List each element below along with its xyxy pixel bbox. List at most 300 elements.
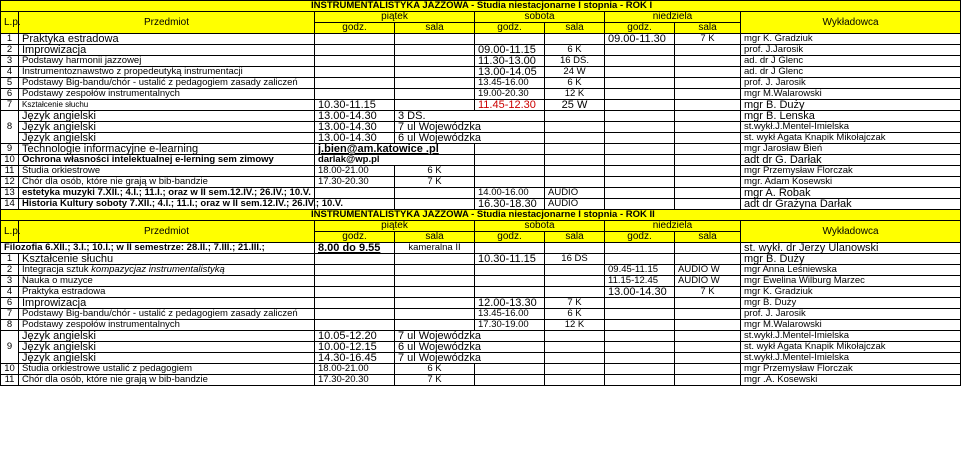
saturday-room: 6 K bbox=[545, 45, 605, 56]
subject-cell: Improwizacja bbox=[19, 298, 315, 309]
sunday-room bbox=[675, 331, 741, 342]
saturday-time: 12.00-13.30 bbox=[475, 298, 545, 309]
sunday-room bbox=[675, 133, 741, 144]
sunday-time: 13.00-14.30 bbox=[605, 287, 675, 298]
teacher-cell: mgr. Adam Kosewski bbox=[741, 177, 961, 188]
sunday-time bbox=[605, 67, 675, 78]
subheader-time: godz. bbox=[605, 23, 675, 34]
subject-cell: Nauka o muzyce bbox=[19, 276, 315, 287]
sunday-time bbox=[605, 133, 675, 144]
subject-cell: Podstawy zespołów instrumentalnych bbox=[19, 320, 315, 331]
sunday-time bbox=[605, 298, 675, 309]
friday-room: 7 ul Wojewódzka bbox=[395, 353, 545, 364]
lp-header: L.p. bbox=[1, 221, 19, 243]
subheader-time: godz. bbox=[315, 232, 395, 243]
saturday-room: 12 K bbox=[545, 89, 605, 100]
row-number: 14 bbox=[1, 199, 19, 210]
friday-room bbox=[395, 100, 475, 111]
teacher-cell: mgr .A. Kosewski bbox=[741, 375, 961, 386]
friday-room: kameralna II bbox=[395, 243, 475, 254]
sunday-room bbox=[675, 243, 741, 254]
sunday-room bbox=[675, 155, 741, 166]
day-header-friday: piątek bbox=[315, 221, 475, 232]
friday-time bbox=[315, 276, 395, 287]
subject-cell bbox=[19, 265, 315, 276]
teacher-cell: mgr B. Duży bbox=[741, 100, 961, 111]
row-number: 1 bbox=[1, 254, 19, 265]
friday-room bbox=[395, 298, 475, 309]
subject-cell: Język angielski bbox=[19, 122, 315, 133]
teacher-cell: mgr M.Walarowski bbox=[741, 320, 961, 331]
subject-cell: Język angielski bbox=[19, 111, 315, 122]
saturday-time bbox=[475, 243, 545, 254]
subject-text: Integracja sztuk kompazycjaz instrumentalistyką bbox=[22, 264, 225, 275]
day-header-saturday: sobota bbox=[475, 12, 605, 23]
saturday-room bbox=[545, 353, 605, 364]
row-number: 4 bbox=[1, 287, 19, 298]
friday-room bbox=[395, 67, 475, 78]
teacher-cell: mgr B. Duży bbox=[741, 298, 961, 309]
row-number: 4 bbox=[1, 67, 19, 78]
saturday-time bbox=[475, 287, 545, 298]
table-row bbox=[1, 78, 961, 89]
saturday-time bbox=[475, 34, 545, 45]
friday-room bbox=[395, 34, 475, 45]
section-title: INSTRUMENTALISTYKA JAZZOWA - Studia niestacjonarne I stopnia - ROK I bbox=[1, 1, 961, 12]
sunday-room bbox=[675, 353, 741, 364]
subject-cell: Podstawy Big-bandu/chór - ustalić z pedagogiem zasady zaliczeń bbox=[19, 78, 315, 89]
friday-time: 10.30-11.15 bbox=[315, 100, 395, 111]
friday-time bbox=[315, 265, 395, 276]
subheader-room: sala bbox=[395, 232, 475, 243]
subject-cell: Podstawy Big-bandu/chór - ustalić z pedagogiem zasady zaliczeń bbox=[19, 309, 315, 320]
friday-room bbox=[395, 89, 475, 100]
friday-room: 6 ul Wojewódzka bbox=[395, 342, 545, 353]
subject-cell: Technologie informacyjne e-learning bbox=[19, 144, 315, 155]
teacher-cell: mgr Przemysław Florczak bbox=[741, 166, 961, 177]
saturday-time bbox=[475, 265, 545, 276]
table-row bbox=[1, 89, 961, 100]
table-row bbox=[1, 67, 961, 78]
sunday-room bbox=[675, 188, 741, 199]
sunday-room bbox=[675, 100, 741, 111]
sunday-room: AUDIO W bbox=[675, 276, 741, 287]
sunday-time bbox=[605, 364, 675, 375]
subject-cell: Podstawy zespołów instrumentalnych bbox=[19, 89, 315, 100]
teacher-cell: st. wykł. dr Jerzy Ulanowski bbox=[741, 243, 961, 254]
subheader-room: sala bbox=[675, 232, 741, 243]
sunday-time bbox=[605, 45, 675, 56]
subject-cell: Praktyka estradowa bbox=[19, 34, 315, 45]
table-row bbox=[1, 177, 961, 188]
friday-time: 13.00-14.30 bbox=[315, 111, 395, 122]
teacher-cell: mgr Ewelina Wilburg Marzec bbox=[741, 276, 961, 287]
saturday-room bbox=[545, 111, 605, 122]
saturday-room bbox=[545, 364, 605, 375]
subheader-room: sala bbox=[545, 232, 605, 243]
saturday-room: 12 K bbox=[545, 320, 605, 331]
row-number: 8 bbox=[1, 320, 19, 331]
friday-time bbox=[315, 56, 395, 67]
table-row bbox=[1, 342, 961, 353]
sunday-room bbox=[675, 45, 741, 56]
teacher-cell: ad. dr J Glenc bbox=[741, 67, 961, 78]
saturday-time: 16.30-18.30 bbox=[475, 199, 545, 210]
saturday-room bbox=[545, 243, 605, 254]
subject-cell: Instrumentoznawstwo z propedeutyką instrumentacji bbox=[19, 67, 315, 78]
subject-cell: Filozofia 6.XII.; 3.I.; 10.I.; w II semestrze: 28.II.; 7.III.; 21.III.; bbox=[1, 243, 315, 254]
teacher-cell: prof. J. Jarosik bbox=[741, 309, 961, 320]
saturday-time: 19.00-20.30 bbox=[475, 89, 545, 100]
teacher-cell: prof. J. Jarosik bbox=[741, 78, 961, 89]
saturday-room: 24 W bbox=[545, 67, 605, 78]
friday-time: 18.00-21.00 bbox=[315, 166, 395, 177]
saturday-time: 11.45-12.30 bbox=[475, 100, 545, 111]
table-row bbox=[1, 254, 961, 265]
sunday-time bbox=[605, 100, 675, 111]
teacher-cell: mgr K. Gradziuk bbox=[741, 34, 961, 45]
sunday-time bbox=[605, 254, 675, 265]
subheader-room: sala bbox=[545, 23, 605, 34]
table-row bbox=[1, 243, 961, 254]
friday-time bbox=[315, 298, 395, 309]
subject-cell: Język angielski bbox=[19, 342, 315, 353]
table-row bbox=[1, 133, 961, 144]
table-row bbox=[1, 320, 961, 331]
teacher-cell: mgr A. Robak bbox=[741, 188, 961, 199]
friday-time bbox=[315, 254, 395, 265]
friday-room bbox=[395, 78, 475, 89]
table-row bbox=[1, 298, 961, 309]
subheader-time: godz. bbox=[605, 232, 675, 243]
header-row bbox=[1, 221, 961, 232]
friday-time bbox=[315, 287, 395, 298]
friday-time: 18.00-21.00 bbox=[315, 364, 395, 375]
saturday-room: 6 K bbox=[545, 78, 605, 89]
sunday-time bbox=[605, 144, 675, 155]
sunday-room bbox=[675, 177, 741, 188]
row-number: 9 bbox=[1, 331, 19, 364]
saturday-room bbox=[545, 375, 605, 386]
row-number: 5 bbox=[1, 78, 19, 89]
sunday-time bbox=[605, 78, 675, 89]
subject-cell: Studia orkiestrowe ustalić z pedagogiem bbox=[19, 364, 315, 375]
day-header-sunday: niedziela bbox=[605, 221, 741, 232]
friday-room bbox=[395, 188, 475, 199]
table-row bbox=[1, 309, 961, 320]
sunday-time bbox=[605, 375, 675, 386]
table-row bbox=[1, 375, 961, 386]
friday-room bbox=[395, 254, 475, 265]
table-row bbox=[1, 364, 961, 375]
friday-time: 10.05-12.20 bbox=[315, 331, 395, 342]
table-row bbox=[1, 188, 961, 199]
sunday-room bbox=[675, 144, 741, 155]
sunday-room bbox=[675, 375, 741, 386]
subject-cell: Kształcenie słuchu bbox=[19, 100, 315, 111]
subject-cell: Podstawy harmonii jazzowej bbox=[19, 56, 315, 67]
teacher-cell: ad. dr J Glenc bbox=[741, 56, 961, 67]
sunday-time bbox=[605, 243, 675, 254]
sunday-time bbox=[605, 111, 675, 122]
teacher-cell: st.wykł.J.Mentel-Imielska bbox=[741, 122, 961, 133]
friday-room: 7 ul Wojewódzka bbox=[395, 122, 545, 133]
row-number: 10 bbox=[1, 364, 19, 375]
teacher-cell: mgr M.Walarowski bbox=[741, 89, 961, 100]
header-row bbox=[1, 12, 961, 23]
saturday-time bbox=[475, 364, 545, 375]
email-link[interactable]: j.bien@am.katowice .pl bbox=[315, 144, 475, 155]
row-number: 7 bbox=[1, 309, 19, 320]
subheader-room: sala bbox=[675, 23, 741, 34]
sunday-room bbox=[675, 342, 741, 353]
row-number: 6 bbox=[1, 89, 19, 100]
teacher-cell: st.wykł.J.Mentel-Imielska bbox=[741, 331, 961, 342]
friday-time: 10.00-12.15 bbox=[315, 342, 395, 353]
saturday-room: 7 K bbox=[545, 298, 605, 309]
subject-cell: estetyka muzyki 7.XII.; 4.I.; 11.I.; oraz w II sem.12.IV.; 26.IV.; 10.V. bbox=[19, 188, 315, 199]
sunday-time bbox=[605, 166, 675, 177]
subject-cell: Język angielski bbox=[19, 353, 315, 364]
friday-time bbox=[315, 309, 395, 320]
sunday-room bbox=[675, 254, 741, 265]
saturday-time bbox=[475, 276, 545, 287]
table-row bbox=[1, 100, 961, 111]
teacher-header: Wykładowca bbox=[741, 12, 961, 34]
friday-room bbox=[395, 45, 475, 56]
sunday-time bbox=[605, 89, 675, 100]
teacher-cell: st. wykł Agata Knapik Mikołajczak bbox=[741, 133, 961, 144]
sunday-room bbox=[675, 111, 741, 122]
teacher-cell: st. wykł Agata Knapik Mikołajczak bbox=[741, 342, 961, 353]
subject-cell: Improwizacja bbox=[19, 45, 315, 56]
section-title: INSTRUMENTALISTYKA JAZZOWA - Studia niestacjonarne I stopnia - ROK II bbox=[1, 210, 961, 221]
teacher-cell: mgr Przemysław Florczak bbox=[741, 364, 961, 375]
teacher-cell: mgr Jarosław Bień bbox=[741, 144, 961, 155]
teacher-cell: adt dr G. Darłak bbox=[741, 155, 961, 166]
subject-cell: Kształcenie słuchu bbox=[19, 254, 315, 265]
section-title-row bbox=[1, 1, 961, 12]
saturday-time: 09.00-11.15 bbox=[475, 45, 545, 56]
saturday-time: 13.45-16.00 bbox=[475, 309, 545, 320]
subject-header: Przedmiot bbox=[19, 12, 315, 34]
friday-room bbox=[395, 309, 475, 320]
email-link[interactable]: darlak@wp.pl bbox=[315, 155, 475, 166]
friday-time bbox=[315, 45, 395, 56]
subheader-time: godz. bbox=[315, 23, 395, 34]
subject-cell: Język angielski bbox=[19, 331, 315, 342]
sunday-time bbox=[605, 56, 675, 67]
sunday-room bbox=[675, 199, 741, 210]
subject-cell: Język angielski bbox=[19, 133, 315, 144]
friday-room bbox=[395, 320, 475, 331]
table-row bbox=[1, 122, 961, 133]
row-number: 2 bbox=[1, 265, 19, 276]
subject-cell: Chór dla osób, które nie grają w bib-bandzie bbox=[19, 375, 315, 386]
sunday-room bbox=[675, 89, 741, 100]
sunday-time: 09.45-11.15 bbox=[605, 265, 675, 276]
friday-room bbox=[395, 199, 475, 210]
table-row bbox=[1, 155, 961, 166]
subheader-time: godz. bbox=[475, 23, 545, 34]
row-number: 1 bbox=[1, 34, 19, 45]
saturday-time: 11.30-13.00 bbox=[475, 56, 545, 67]
row-number: 11 bbox=[1, 166, 19, 177]
saturday-room bbox=[545, 122, 605, 133]
row-number: 13 bbox=[1, 188, 19, 199]
saturday-room bbox=[545, 155, 605, 166]
sunday-room bbox=[675, 298, 741, 309]
table-row bbox=[1, 111, 961, 122]
sunday-time bbox=[605, 309, 675, 320]
friday-time: 13.00-14.30 bbox=[315, 133, 395, 144]
table-row bbox=[1, 265, 961, 276]
friday-time bbox=[315, 34, 395, 45]
friday-time: 17.30-20.30 bbox=[315, 375, 395, 386]
row-number: 2 bbox=[1, 45, 19, 56]
table-row bbox=[1, 276, 961, 287]
sunday-room bbox=[675, 78, 741, 89]
subject-cell: Praktyka estradowa bbox=[19, 287, 315, 298]
sunday-room bbox=[675, 320, 741, 331]
saturday-room bbox=[545, 144, 605, 155]
saturday-time bbox=[475, 155, 545, 166]
saturday-time bbox=[475, 144, 545, 155]
sunday-time bbox=[605, 155, 675, 166]
friday-room: 7 K bbox=[395, 375, 475, 386]
friday-room: 6 ul Wojewódzka bbox=[395, 133, 545, 144]
friday-time: 14.30-16.45 bbox=[315, 353, 395, 364]
saturday-room bbox=[545, 265, 605, 276]
friday-time: 17.30-20.30 bbox=[315, 177, 395, 188]
subject-emphasis: kompazycjaz instrumentalistyką bbox=[91, 264, 225, 275]
friday-room bbox=[395, 265, 475, 276]
subject-cell: Chór dla osób, które nie grają w bib-bandzie bbox=[19, 177, 315, 188]
friday-room: 6 K bbox=[395, 364, 475, 375]
saturday-time bbox=[475, 166, 545, 177]
sunday-room: AUDIO W bbox=[675, 265, 741, 276]
friday-room bbox=[395, 287, 475, 298]
day-header-friday: piątek bbox=[315, 12, 475, 23]
table-row bbox=[1, 144, 961, 155]
sunday-time: 09.00-11.30 bbox=[605, 34, 675, 45]
table-row bbox=[1, 331, 961, 342]
friday-time bbox=[315, 67, 395, 78]
friday-room: 3 DS. bbox=[395, 111, 545, 122]
table-row bbox=[1, 353, 961, 364]
saturday-room bbox=[545, 166, 605, 177]
saturday-room bbox=[545, 276, 605, 287]
friday-time bbox=[315, 320, 395, 331]
teacher-cell: st.wykł.J.Mentel-Imielska bbox=[741, 353, 961, 364]
saturday-room bbox=[545, 177, 605, 188]
sunday-room: 7 K bbox=[675, 34, 741, 45]
saturday-room bbox=[545, 133, 605, 144]
saturday-time: 13.00-14.05 bbox=[475, 67, 545, 78]
sunday-room bbox=[675, 56, 741, 67]
friday-room bbox=[395, 276, 475, 287]
friday-time bbox=[315, 78, 395, 89]
teacher-header: Wykładowca bbox=[741, 221, 961, 243]
saturday-room bbox=[545, 342, 605, 353]
table-row bbox=[1, 34, 961, 45]
row-number: 7 bbox=[1, 100, 19, 111]
subject-cell: Studia orkiestrowe bbox=[19, 166, 315, 177]
sunday-time bbox=[605, 353, 675, 364]
friday-time: 13.00-14.30 bbox=[315, 122, 395, 133]
saturday-room bbox=[545, 34, 605, 45]
saturday-room: AUDIO bbox=[545, 188, 605, 199]
friday-room: 6 K bbox=[395, 166, 475, 177]
row-number: 3 bbox=[1, 56, 19, 67]
sunday-room bbox=[675, 166, 741, 177]
saturday-time: 17.30-19.00 bbox=[475, 320, 545, 331]
subheader-room: sala bbox=[395, 23, 475, 34]
subject-header: Przedmiot bbox=[19, 221, 315, 243]
saturday-room: 6 K bbox=[545, 309, 605, 320]
friday-time bbox=[315, 89, 395, 100]
row-number: 11 bbox=[1, 375, 19, 386]
sunday-time bbox=[605, 342, 675, 353]
teacher-cell: mgr Anna Leśniewska bbox=[741, 265, 961, 276]
row-number: 3 bbox=[1, 276, 19, 287]
table-row bbox=[1, 166, 961, 177]
saturday-time: 14.00-16.00 bbox=[475, 188, 545, 199]
friday-room: 7 K bbox=[395, 177, 475, 188]
friday-room bbox=[395, 56, 475, 67]
sunday-room: 7 K bbox=[675, 287, 741, 298]
teacher-cell: mgr B. Lenska bbox=[741, 111, 961, 122]
section-title-row bbox=[1, 210, 961, 221]
friday-time: 8.00 do 9.55 bbox=[315, 243, 395, 254]
friday-time bbox=[315, 188, 395, 199]
row-number: 6 bbox=[1, 298, 19, 309]
saturday-room: 25 W bbox=[545, 100, 605, 111]
saturday-room bbox=[545, 331, 605, 342]
saturday-room bbox=[545, 287, 605, 298]
saturday-room: AUDIO bbox=[545, 199, 605, 210]
saturday-time: 13.45-16.00 bbox=[475, 78, 545, 89]
sunday-time: 11.15-12.45 bbox=[605, 276, 675, 287]
subject-cell: Ochrona własności intelektualnej e-lerning sem zimowy bbox=[19, 155, 315, 166]
row-number: 10 bbox=[1, 155, 19, 166]
sunday-time bbox=[605, 199, 675, 210]
saturday-time bbox=[475, 375, 545, 386]
sunday-time bbox=[605, 122, 675, 133]
sunday-time bbox=[605, 331, 675, 342]
day-header-sunday: niedziela bbox=[605, 12, 741, 23]
teacher-cell: adt dr Grażyna Darłak bbox=[741, 199, 961, 210]
subject-cell: Historia Kultury soboty 7.XII.; 4.I.; 11.I.; oraz w II sem.12.IV.; 26.IV.; 10.V. bbox=[19, 199, 315, 210]
sunday-time bbox=[605, 188, 675, 199]
sunday-time bbox=[605, 177, 675, 188]
saturday-time bbox=[475, 177, 545, 188]
sunday-time bbox=[605, 320, 675, 331]
sunday-room bbox=[675, 122, 741, 133]
friday-room: 7 ul Wojewódzka bbox=[395, 331, 545, 342]
saturday-room: 16 DS bbox=[545, 254, 605, 265]
row-number: 9 bbox=[1, 144, 19, 155]
sunday-room bbox=[675, 67, 741, 78]
table-row bbox=[1, 287, 961, 298]
row-number: 8 bbox=[1, 111, 19, 144]
teacher-cell: mgr B. Duży bbox=[741, 254, 961, 265]
sunday-room bbox=[675, 364, 741, 375]
day-header-saturday: sobota bbox=[475, 221, 605, 232]
table-row bbox=[1, 45, 961, 56]
lp-header: L.p. bbox=[1, 12, 19, 34]
teacher-cell: prof. J.Jarosik bbox=[741, 45, 961, 56]
